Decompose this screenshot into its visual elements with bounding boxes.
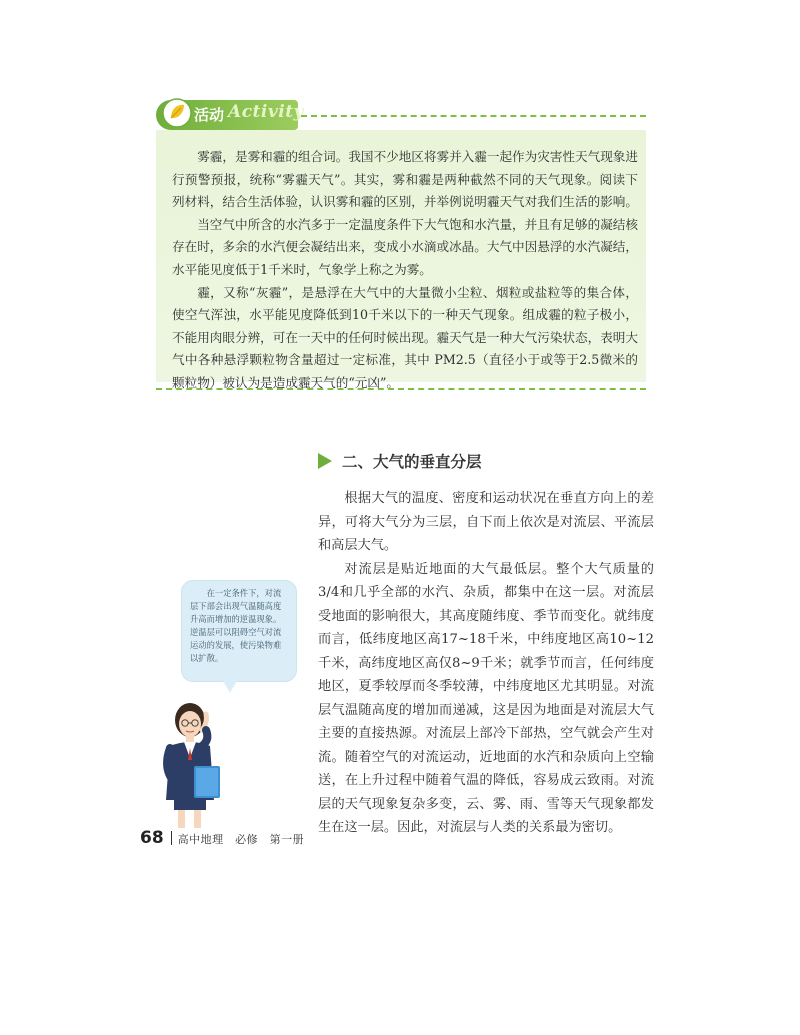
body-paragraph: 根据大气的温度、密度和运动状况在垂直方向上的差异，可将大气分为三层，自下而上依次是对流层、平流层和高层大气。 (318, 491, 654, 553)
section-body (318, 487, 654, 840)
activity-paragraph: 霾，又称“灰霾”，是悬浮在大气中的大量微小尘粒、烟粒或盐粒等的集合体，使空气浑浊，水平能见度降低到10千米以下的一种天气现象。组成霾的粒子极小，不能用肉眼分辨，可在一天中的任何时候出现。霾天气是一种大气污染状态，表明大气中各种悬浮颗粒物含量超过一定标准，其中 PM2.5（直径小于或等于2.5微米的颗粒物）被认为是造成霾天气的“元凶”。 (172, 284, 638, 390)
section-heading (318, 448, 482, 474)
activity-divider (301, 115, 646, 117)
page-number: 68 (140, 828, 164, 848)
leaf-icon (162, 96, 192, 130)
sidebar-note: 在一定条件下，对流层下部会出现气温随高度升高而增加的逆温现象。逆温层可以阻碍空气对流运动的发展，使污染物难以扩散。 (190, 588, 282, 663)
activity-paragraph: 当空气中所含的水汽多于一定温度条件下大气饱和水汽量，并且有足够的凝结核存在时，多余的水汽便会凝结出来，变成小水滴或冰晶。大气中因悬浮的水汽凝结，水平能见度低于1千米时，气象学上称之为雾。 (172, 216, 638, 277)
page-footer (140, 828, 304, 848)
activity-text (172, 146, 638, 395)
footer-separator (171, 831, 172, 845)
activity-subtitle: Activity (228, 102, 304, 122)
section-title: 二、大气的垂直分层 (342, 453, 482, 471)
callout-tail (222, 679, 238, 693)
triangle-bullet-icon (318, 453, 332, 469)
book-title: 高中地理 必修 第一册 (177, 833, 305, 846)
activity-title: 活动 (194, 106, 225, 124)
activity-header (156, 94, 646, 134)
body-paragraph: 对流层是贴近地面的大气最低层。整个大气质量的3/4和几乎全部的水汽、杂质，都集中在这一层。对流层受地面的影响很大，其高度随纬度、季节而变化。就纬度而言，低纬度地区高17~18千米，中纬度地区高10~12千米，高纬度地区高仅8~9千米；就季节而言，任何纬度地区，夏季较厚而冬季较薄，中纬度地区尤其明显。对流层气温随高度的增加而递减，这是因为地面是对流层大气主要的直接热源。对流层上部冷下部热，空气就会产生对流。随着空气的对流运动，近地面的水汽和杂质向上空输送，在上升过程中随着气温的降低，容易成云致雨。对流层的天气现象复杂多变，云、雾、雨、雪等天气现象都发生在这一层。因此，对流层与人类的关系最为密切。 (318, 561, 654, 835)
activity-paragraph: 雾霾，是雾和霾的组合词。我国不少地区将雾并入霾一起作为灾害性天气现象进行预警预报，统称“雾霾天气”。其实，雾和霾是两种截然不同的天气现象。阅读下列材料，结合生活体验，认识雾和霾的区别，并举例说明霾天气对我们生活的影响。 (172, 149, 638, 210)
teacher-illustration (150, 700, 230, 832)
activity-bottom-divider (156, 388, 646, 390)
